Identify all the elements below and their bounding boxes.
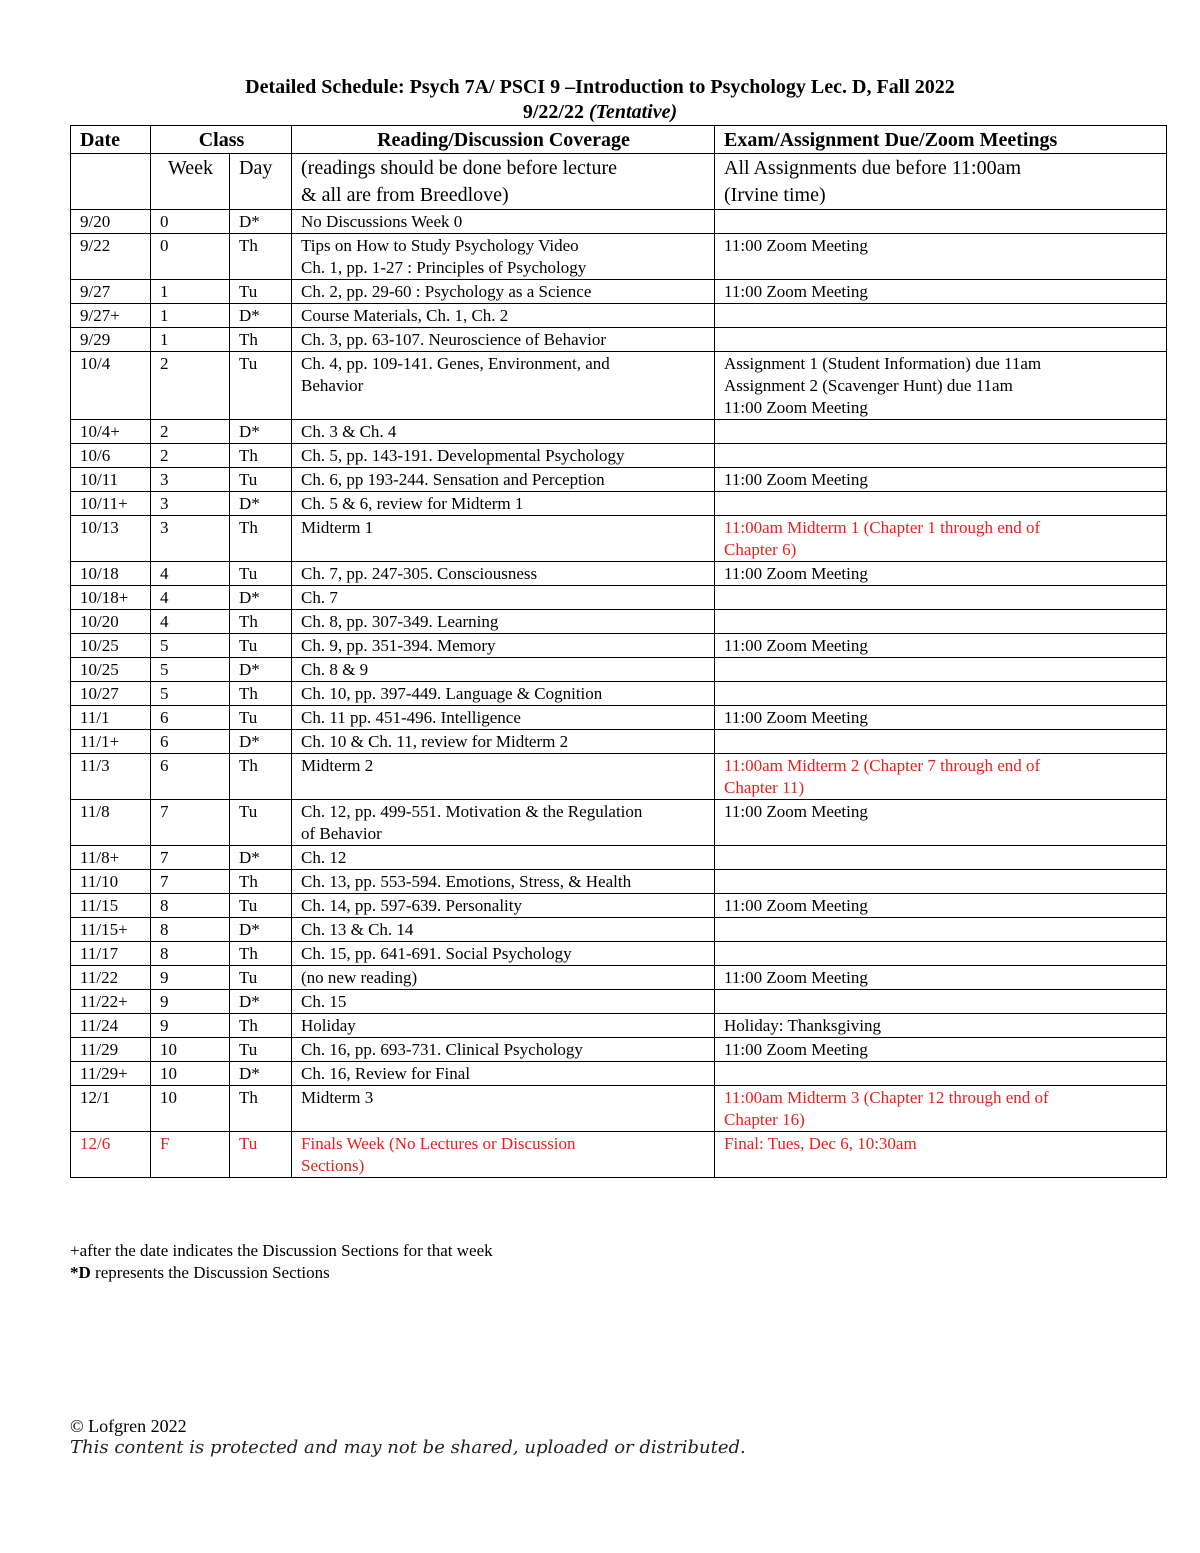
cell-reading xyxy=(292,352,715,420)
exam-line: 11:00am Midterm 1 (Chapter 1 through end of xyxy=(724,518,1041,537)
cell-date: 9/27+ xyxy=(71,304,151,328)
table-row xyxy=(71,444,1167,468)
cell-exam xyxy=(715,610,1167,634)
reading-line: Ch. 1, pp. 1-27 : Principles of Psychology xyxy=(301,258,587,277)
table-row xyxy=(71,328,1167,352)
cell-exam xyxy=(715,1062,1167,1086)
exam-line: Assignment 2 (Scavenger Hunt) due 11am xyxy=(724,376,1013,395)
cell-exam xyxy=(715,706,1167,730)
cell-date: 9/22 xyxy=(71,234,151,280)
cell-reading xyxy=(292,1062,715,1086)
exam-line: 11:00 Zoom Meeting xyxy=(724,802,868,821)
revision-date: 9/22/22 xyxy=(522,101,584,123)
exam-line: 11:00 Zoom Meeting xyxy=(724,636,868,655)
cell-reading xyxy=(292,610,715,634)
cell-day: D* xyxy=(230,304,292,328)
cell-reading xyxy=(292,516,715,562)
reading-line: Ch. 10 & Ch. 11, review for Midterm 2 xyxy=(301,732,569,751)
cell-exam xyxy=(715,1014,1167,1038)
cell-day: Th xyxy=(230,516,292,562)
document-date xyxy=(0,101,1200,123)
table-row xyxy=(71,610,1167,634)
cell-week: 6 xyxy=(151,730,230,754)
cell-exam xyxy=(715,754,1167,800)
exam-line: Holiday: Thanksgiving xyxy=(724,1016,881,1035)
cell-date: 11/10 xyxy=(71,870,151,894)
cell-exam xyxy=(715,304,1167,328)
reading-line: Ch. 12, pp. 499-551. Motivation & the Regulation xyxy=(301,802,643,821)
cell-date: 11/15+ xyxy=(71,918,151,942)
exam-line: 11:00 Zoom Meeting xyxy=(724,1040,868,1059)
cell-exam xyxy=(715,352,1167,420)
table-row xyxy=(71,682,1167,706)
exam-line: 11:00 Zoom Meeting xyxy=(724,896,868,915)
schedule-table xyxy=(70,125,1167,1178)
cell-day: Tu xyxy=(230,1038,292,1062)
table-row xyxy=(71,468,1167,492)
cell-exam xyxy=(715,492,1167,516)
cell-date: 11/22 xyxy=(71,966,151,990)
copyright-notice: © Lofgren 2022 xyxy=(70,1416,187,1436)
cell-week: 2 xyxy=(151,352,230,420)
cell-week: 1 xyxy=(151,280,230,304)
cell-week: 9 xyxy=(151,966,230,990)
reading-line: Sections) xyxy=(301,1156,365,1175)
header-date: Date xyxy=(71,126,151,154)
cell-exam xyxy=(715,586,1167,610)
reading-line: Ch. 7, pp. 247-305. Consciousness xyxy=(301,564,538,583)
reading-line: Finals Week (No Lectures or Discussion xyxy=(301,1134,576,1153)
cell-date: 10/27 xyxy=(71,682,151,706)
cell-week: 5 xyxy=(151,658,230,682)
cell-date: 9/27 xyxy=(71,280,151,304)
reading-line: Tips on How to Study Psychology Video xyxy=(301,236,579,255)
cell-exam xyxy=(715,918,1167,942)
cell-reading xyxy=(292,444,715,468)
cell-reading xyxy=(292,682,715,706)
cell-reading xyxy=(292,1038,715,1062)
cell-exam xyxy=(715,280,1167,304)
reading-line: Ch. 7 xyxy=(301,588,338,607)
table-row xyxy=(71,234,1167,280)
cell-date: 10/18 xyxy=(71,562,151,586)
reading-line: Ch. 3 & Ch. 4 xyxy=(301,422,397,441)
cell-day: Th xyxy=(230,234,292,280)
cell-exam xyxy=(715,468,1167,492)
cell-exam xyxy=(715,562,1167,586)
cell-reading xyxy=(292,280,715,304)
cell-day: Tu xyxy=(230,634,292,658)
table-row xyxy=(71,420,1167,444)
cell-day: Tu xyxy=(230,894,292,918)
reading-line: Midterm 2 xyxy=(301,756,374,775)
reading-line: Ch. 11 pp. 451-496. Intelligence xyxy=(301,708,521,727)
cell-date: 11/3 xyxy=(71,754,151,800)
cell-date: 10/4 xyxy=(71,352,151,420)
cell-date: 10/6 xyxy=(71,444,151,468)
cell-week: 2 xyxy=(151,420,230,444)
cell-date: 11/22+ xyxy=(71,990,151,1014)
cell-week: 0 xyxy=(151,234,230,280)
table-row xyxy=(71,352,1167,420)
cell-date: 12/1 xyxy=(71,1086,151,1132)
reading-line: Ch. 10, pp. 397-449. Language & Cognition xyxy=(301,684,603,703)
table-row xyxy=(71,730,1167,754)
cell-reading xyxy=(292,210,715,234)
cell-day: Th xyxy=(230,870,292,894)
cell-date: 9/20 xyxy=(71,210,151,234)
cell-date: 10/18+ xyxy=(71,586,151,610)
cell-day: Tu xyxy=(230,800,292,846)
header-class: Class xyxy=(151,126,292,154)
cell-week: 6 xyxy=(151,706,230,730)
reading-line: Ch. 8, pp. 307-349. Learning xyxy=(301,612,499,631)
cell-reading xyxy=(292,1132,715,1178)
cell-week: 4 xyxy=(151,586,230,610)
cell-reading xyxy=(292,966,715,990)
cell-week: 7 xyxy=(151,870,230,894)
cell-week: 8 xyxy=(151,942,230,966)
reading-line: Ch. 5 & 6, review for Midterm 1 xyxy=(301,494,524,513)
exam-line: 11:00 Zoom Meeting xyxy=(724,564,868,583)
cell-week: 3 xyxy=(151,492,230,516)
table-row xyxy=(71,706,1167,730)
cell-week: 2 xyxy=(151,444,230,468)
cell-reading xyxy=(292,658,715,682)
subheader-exam xyxy=(715,154,1167,210)
tentative-label: (Tentative) xyxy=(589,101,678,123)
table-row xyxy=(71,846,1167,870)
cell-date: 11/17 xyxy=(71,942,151,966)
cell-reading xyxy=(292,942,715,966)
cell-week: 6 xyxy=(151,754,230,800)
table-row xyxy=(71,492,1167,516)
cell-date: 10/11+ xyxy=(71,492,151,516)
cell-date: 11/1 xyxy=(71,706,151,730)
header-exam: Exam/Assignment Due/Zoom Meetings xyxy=(715,126,1167,154)
subheader-exam-line2: (Irvine time) xyxy=(724,184,826,206)
reading-line: Ch. 15 xyxy=(301,992,347,1011)
cell-reading xyxy=(292,562,715,586)
exam-line: 11:00 Zoom Meeting xyxy=(724,398,868,417)
reading-line: Ch. 8 & 9 xyxy=(301,660,369,679)
cell-date: 10/25 xyxy=(71,658,151,682)
cell-day: Tu xyxy=(230,352,292,420)
table-row xyxy=(71,1062,1167,1086)
note-d-marker: *D xyxy=(70,1263,91,1282)
reading-line: Course Materials, Ch. 1, Ch. 2 xyxy=(301,306,509,325)
table-row xyxy=(71,754,1167,800)
reading-line: Ch. 16, pp. 693-731. Clinical Psychology xyxy=(301,1040,583,1059)
reading-line: Ch. 14, pp. 597-639. Personality xyxy=(301,896,523,915)
note-d-text: represents the Discussion Sections xyxy=(90,1263,330,1282)
table-row xyxy=(71,966,1167,990)
cell-week: 0 xyxy=(151,210,230,234)
cell-week: 1 xyxy=(151,304,230,328)
cell-exam xyxy=(715,658,1167,682)
cell-reading xyxy=(292,234,715,280)
cell-day: Th xyxy=(230,328,292,352)
cell-date: 10/11 xyxy=(71,468,151,492)
cell-reading xyxy=(292,304,715,328)
cell-day: D* xyxy=(230,1062,292,1086)
cell-day: Tu xyxy=(230,280,292,304)
table-row xyxy=(71,1014,1167,1038)
table-row xyxy=(71,990,1167,1014)
table-row xyxy=(71,210,1167,234)
cell-week: 8 xyxy=(151,894,230,918)
cell-exam xyxy=(715,1038,1167,1062)
cell-date: 11/8+ xyxy=(71,846,151,870)
cell-week: 9 xyxy=(151,990,230,1014)
cell-date: 11/15 xyxy=(71,894,151,918)
cell-reading xyxy=(292,1086,715,1132)
subheader-day: Day xyxy=(230,154,292,210)
cell-day: D* xyxy=(230,658,292,682)
reading-line: Ch. 13, pp. 553-594. Emotions, Stress, & Health xyxy=(301,872,632,891)
reading-line: Ch. 9, pp. 351-394. Memory xyxy=(301,636,496,655)
cell-date: 9/29 xyxy=(71,328,151,352)
cell-reading xyxy=(292,586,715,610)
cell-reading xyxy=(292,492,715,516)
cell-day: D* xyxy=(230,846,292,870)
reading-line: Midterm 3 xyxy=(301,1088,374,1107)
cell-reading xyxy=(292,846,715,870)
cell-date: 10/4+ xyxy=(71,420,151,444)
cell-date: 12/6 xyxy=(71,1132,151,1178)
cell-week: 4 xyxy=(151,562,230,586)
table-row xyxy=(71,1086,1167,1132)
cell-day: Th xyxy=(230,1086,292,1132)
cell-day: Tu xyxy=(230,468,292,492)
reading-line: Ch. 6, pp 193-244. Sensation and Perception xyxy=(301,470,605,489)
cell-week: 1 xyxy=(151,328,230,352)
reading-line: Midterm 1 xyxy=(301,518,374,537)
cell-week: 7 xyxy=(151,846,230,870)
schedule-body xyxy=(71,210,1167,1178)
cell-reading xyxy=(292,800,715,846)
reading-line: Ch. 16, Review for Final xyxy=(301,1064,471,1083)
reading-line: Ch. 5, pp. 143-191. Developmental Psychology xyxy=(301,446,625,465)
note-d-symbol xyxy=(70,1262,330,1284)
table-row xyxy=(71,280,1167,304)
cell-exam xyxy=(715,210,1167,234)
table-row xyxy=(71,942,1167,966)
cell-reading xyxy=(292,730,715,754)
header-reading: Reading/Discussion Coverage xyxy=(292,126,715,154)
cell-date: 10/25 xyxy=(71,634,151,658)
table-subheader-row xyxy=(71,154,1167,210)
subheader-reading xyxy=(292,154,715,210)
exam-line: Chapter 6) xyxy=(724,540,797,559)
cell-day: Th xyxy=(230,1014,292,1038)
cell-reading xyxy=(292,918,715,942)
cell-day: Th xyxy=(230,444,292,468)
cell-week: 10 xyxy=(151,1038,230,1062)
reading-line: Ch. 3, pp. 63-107. Neuroscience of Behavior xyxy=(301,330,606,349)
cell-date: 11/24 xyxy=(71,1014,151,1038)
cell-reading xyxy=(292,634,715,658)
cell-reading xyxy=(292,754,715,800)
note-plus-symbol: +after the date indicates the Discussion Sections for that week xyxy=(70,1241,493,1260)
cell-exam xyxy=(715,966,1167,990)
table-row xyxy=(71,870,1167,894)
table-row xyxy=(71,516,1167,562)
cell-reading xyxy=(292,420,715,444)
cell-day: Th xyxy=(230,682,292,706)
cell-date: 11/29+ xyxy=(71,1062,151,1086)
cell-exam xyxy=(715,1086,1167,1132)
cell-reading xyxy=(292,328,715,352)
cell-exam xyxy=(715,730,1167,754)
cell-exam xyxy=(715,420,1167,444)
cell-day: D* xyxy=(230,586,292,610)
table-row xyxy=(71,562,1167,586)
table-row xyxy=(71,1038,1167,1062)
cell-exam xyxy=(715,870,1167,894)
exam-line: Chapter 16) xyxy=(724,1110,805,1129)
reading-line: Holiday xyxy=(301,1016,356,1035)
cell-day: Tu xyxy=(230,562,292,586)
cell-week: 5 xyxy=(151,634,230,658)
table-row xyxy=(71,1132,1167,1178)
cell-exam xyxy=(715,846,1167,870)
subheader-exam-line1: All Assignments due before 11:00am xyxy=(724,157,1022,179)
cell-week: 3 xyxy=(151,516,230,562)
cell-exam xyxy=(715,682,1167,706)
table-header-row xyxy=(71,126,1167,154)
cell-day: Tu xyxy=(230,966,292,990)
subheader-week: Week xyxy=(151,154,230,210)
cell-week: 10 xyxy=(151,1062,230,1086)
cell-reading xyxy=(292,870,715,894)
cell-day: Tu xyxy=(230,706,292,730)
cell-exam xyxy=(715,990,1167,1014)
document-title: Detailed Schedule: Psych 7A/ PSCI 9 –Introduction to Psychology Lec. D, Fall 2022 xyxy=(245,76,955,98)
reading-line: Behavior xyxy=(301,376,364,395)
reading-line: (no new reading) xyxy=(301,968,418,987)
cell-week: 10 xyxy=(151,1086,230,1132)
cell-exam xyxy=(715,444,1167,468)
cell-day: D* xyxy=(230,730,292,754)
reading-line: Ch. 12 xyxy=(301,848,347,867)
cell-day: D* xyxy=(230,492,292,516)
cell-day: Tu xyxy=(230,1132,292,1178)
subheader-empty xyxy=(71,154,151,210)
subheader-reading-line2: & all are from Breedlove) xyxy=(301,184,509,206)
reading-line: Ch. 13 & Ch. 14 xyxy=(301,920,414,939)
cell-exam xyxy=(715,942,1167,966)
exam-line: 11:00 Zoom Meeting xyxy=(724,236,868,255)
cell-exam xyxy=(715,634,1167,658)
exam-line: 11:00 Zoom Meeting xyxy=(724,968,868,987)
cell-day: Th xyxy=(230,754,292,800)
protection-notice: This content is protected and may not be shared, uploaded or distributed. xyxy=(70,1437,746,1458)
cell-date: 10/13 xyxy=(71,516,151,562)
reading-line: No Discussions Week 0 xyxy=(301,212,463,231)
exam-line: Final: Tues, Dec 6, 10:30am xyxy=(724,1134,917,1153)
cell-day: D* xyxy=(230,918,292,942)
cell-day: D* xyxy=(230,990,292,1014)
exam-line: 11:00am Midterm 2 (Chapter 7 through end of xyxy=(724,756,1041,775)
cell-week: 4 xyxy=(151,610,230,634)
cell-day: Th xyxy=(230,942,292,966)
cell-week: F xyxy=(151,1132,230,1178)
exam-line: Assignment 1 (Student Information) due 11am xyxy=(724,354,1042,373)
cell-exam xyxy=(715,516,1167,562)
reading-line: of Behavior xyxy=(301,824,382,843)
cell-reading xyxy=(292,1014,715,1038)
cell-reading xyxy=(292,468,715,492)
exam-line: 11:00 Zoom Meeting xyxy=(724,282,868,301)
cell-exam xyxy=(715,234,1167,280)
cell-day: Th xyxy=(230,610,292,634)
cell-reading xyxy=(292,894,715,918)
cell-week: 8 xyxy=(151,918,230,942)
cell-exam xyxy=(715,800,1167,846)
cell-reading xyxy=(292,706,715,730)
cell-date: 11/29 xyxy=(71,1038,151,1062)
cell-day: D* xyxy=(230,420,292,444)
exam-line: 11:00 Zoom Meeting xyxy=(724,470,868,489)
cell-week: 5 xyxy=(151,682,230,706)
cell-week: 9 xyxy=(151,1014,230,1038)
cell-week: 7 xyxy=(151,800,230,846)
cell-date: 10/20 xyxy=(71,610,151,634)
reading-line: Ch. 4, pp. 109-141. Genes, Environment, and xyxy=(301,354,610,373)
table-row xyxy=(71,586,1167,610)
reading-line: Ch. 15, pp. 641-691. Social Psychology xyxy=(301,944,572,963)
table-row xyxy=(71,800,1167,846)
cell-week: 3 xyxy=(151,468,230,492)
subheader-reading-line1: (readings should be done before lecture xyxy=(301,157,618,179)
cell-date: 11/1+ xyxy=(71,730,151,754)
cell-exam xyxy=(715,328,1167,352)
cell-exam xyxy=(715,894,1167,918)
exam-line: Chapter 11) xyxy=(724,778,805,797)
cell-exam xyxy=(715,1132,1167,1178)
exam-line: 11:00am Midterm 3 (Chapter 12 through end of xyxy=(724,1088,1049,1107)
cell-reading xyxy=(292,990,715,1014)
table-row xyxy=(71,894,1167,918)
cell-date: 11/8 xyxy=(71,800,151,846)
table-row xyxy=(71,304,1167,328)
reading-line: Ch. 2, pp. 29-60 : Psychology as a Science xyxy=(301,282,592,301)
table-row xyxy=(71,658,1167,682)
exam-line: 11:00 Zoom Meeting xyxy=(724,708,868,727)
cell-day: D* xyxy=(230,210,292,234)
table-row xyxy=(71,918,1167,942)
table-row xyxy=(71,634,1167,658)
